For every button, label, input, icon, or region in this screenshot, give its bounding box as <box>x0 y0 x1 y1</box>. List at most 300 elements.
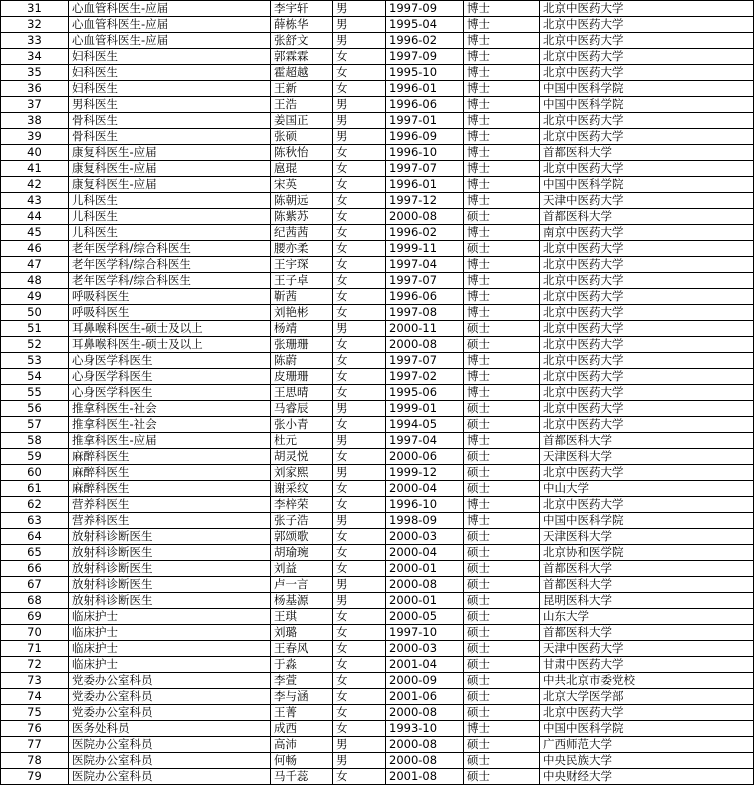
candidate-name-cell: 刘益 <box>271 561 333 577</box>
row-number-cell: 64 <box>1 529 69 545</box>
gender-cell: 女 <box>333 561 386 577</box>
birth-date-cell: 1997-07 <box>386 273 464 289</box>
gender-cell: 女 <box>333 673 386 689</box>
degree-cell: 博士 <box>464 177 540 193</box>
position-cell: 临床护士 <box>69 657 271 673</box>
gender-cell: 男 <box>333 593 386 609</box>
birth-date-cell: 1996-01 <box>386 177 464 193</box>
birth-date-cell: 2000-08 <box>386 209 464 225</box>
degree-cell: 硕士 <box>464 673 540 689</box>
gender-cell: 男 <box>333 129 386 145</box>
degree-cell: 硕士 <box>464 609 540 625</box>
degree-cell: 博士 <box>464 305 540 321</box>
table-row <box>1 449 754 465</box>
gender-cell: 女 <box>333 225 386 241</box>
row-number-cell: 62 <box>1 497 69 513</box>
position-cell: 推拿科医生-社会 <box>69 401 271 417</box>
candidate-name-cell: 靳茜 <box>271 289 333 305</box>
birth-date-cell: 1997-07 <box>386 353 464 369</box>
position-cell: 推拿科医生-应届 <box>69 433 271 449</box>
gender-cell: 女 <box>333 369 386 385</box>
candidate-name-cell: 纪茜茜 <box>271 225 333 241</box>
row-number-cell: 68 <box>1 593 69 609</box>
degree-cell: 硕士 <box>464 241 540 257</box>
table-row <box>1 257 754 273</box>
gender-cell: 男 <box>333 753 386 769</box>
degree-cell: 博士 <box>464 273 540 289</box>
row-number-cell: 35 <box>1 65 69 81</box>
degree-cell: 硕士 <box>464 769 540 785</box>
position-cell: 呼吸科医生 <box>69 289 271 305</box>
table-row <box>1 177 754 193</box>
birth-date-cell: 2001-06 <box>386 689 464 705</box>
row-number-cell: 66 <box>1 561 69 577</box>
degree-cell: 博士 <box>464 81 540 97</box>
position-cell: 党委办公室科员 <box>69 673 271 689</box>
row-number-cell: 57 <box>1 417 69 433</box>
candidate-name-cell: 马千蕊 <box>271 769 333 785</box>
school-cell: 首都医科大学 <box>540 433 754 449</box>
table-row <box>1 97 754 113</box>
gender-cell: 女 <box>333 49 386 65</box>
position-cell: 党委办公室科员 <box>69 705 271 721</box>
position-cell: 放射科诊断医生 <box>69 577 271 593</box>
school-cell: 北京中医药大学 <box>540 257 754 273</box>
table-row <box>1 289 754 305</box>
birth-date-cell: 1997-04 <box>386 257 464 273</box>
school-cell: 北京中医药大学 <box>540 241 754 257</box>
table-row <box>1 737 754 753</box>
position-cell: 老年医学科/综合科医生 <box>69 257 271 273</box>
degree-cell: 硕士 <box>464 417 540 433</box>
candidate-name-cell: 卢一言 <box>271 577 333 593</box>
degree-cell: 博士 <box>464 369 540 385</box>
degree-cell: 硕士 <box>464 657 540 673</box>
position-cell: 老年医学科/综合科医生 <box>69 241 271 257</box>
degree-cell: 硕士 <box>464 465 540 481</box>
table-row <box>1 209 754 225</box>
school-cell: 中央财经大学 <box>540 769 754 785</box>
degree-cell: 硕士 <box>464 529 540 545</box>
table-row <box>1 673 754 689</box>
candidate-name-cell: 陈蔚 <box>271 353 333 369</box>
candidate-name-cell: 胡灵悦 <box>271 449 333 465</box>
row-number-cell: 72 <box>1 657 69 673</box>
gender-cell: 女 <box>333 769 386 785</box>
degree-cell: 博士 <box>464 193 540 209</box>
degree-cell: 硕士 <box>464 545 540 561</box>
row-number-cell: 52 <box>1 337 69 353</box>
school-cell: 北京中医药大学 <box>540 1 754 17</box>
school-cell: 北京中医药大学 <box>540 401 754 417</box>
candidate-name-cell: 陈秋怡 <box>271 145 333 161</box>
school-cell: 北京中医药大学 <box>540 417 754 433</box>
candidate-name-cell: 陈紫苏 <box>271 209 333 225</box>
position-cell: 医务处科员 <box>69 721 271 737</box>
candidate-name-cell: 高沛 <box>271 737 333 753</box>
birth-date-cell: 2000-03 <box>386 641 464 657</box>
table-row <box>1 145 754 161</box>
position-cell: 呼吸科医生 <box>69 305 271 321</box>
candidate-name-cell: 于淼 <box>271 657 333 673</box>
birth-date-cell: 1995-06 <box>386 385 464 401</box>
degree-cell: 博士 <box>464 433 540 449</box>
degree-cell: 硕士 <box>464 401 540 417</box>
birth-date-cell: 1999-01 <box>386 401 464 417</box>
position-cell: 麻醉科医生 <box>69 481 271 497</box>
degree-cell: 硕士 <box>464 753 540 769</box>
candidate-name-cell: 王琪 <box>271 609 333 625</box>
candidate-name-cell: 郭霖霖 <box>271 49 333 65</box>
table-row <box>1 337 754 353</box>
school-cell: 中国中医科学院 <box>540 721 754 737</box>
position-cell: 临床护士 <box>69 641 271 657</box>
row-number-cell: 70 <box>1 625 69 641</box>
row-number-cell: 65 <box>1 545 69 561</box>
position-cell: 心血管科医生-应届 <box>69 17 271 33</box>
degree-cell: 硕士 <box>464 705 540 721</box>
table-row <box>1 353 754 369</box>
candidate-name-cell: 王思晴 <box>271 385 333 401</box>
school-cell: 北京中医药大学 <box>540 305 754 321</box>
school-cell: 山东大学 <box>540 609 754 625</box>
candidate-name-cell: 李与涵 <box>271 689 333 705</box>
candidate-name-cell: 杜元 <box>271 433 333 449</box>
table-row <box>1 33 754 49</box>
school-cell: 中国中医科学院 <box>540 177 754 193</box>
degree-cell: 博士 <box>464 1 540 17</box>
table-row <box>1 561 754 577</box>
gender-cell: 女 <box>333 177 386 193</box>
school-cell: 北京中医药大学 <box>540 17 754 33</box>
school-cell: 中共北京市委党校 <box>540 673 754 689</box>
school-cell: 中国中医科学院 <box>540 97 754 113</box>
row-number-cell: 78 <box>1 753 69 769</box>
school-cell: 中国中医科学院 <box>540 81 754 97</box>
table-row <box>1 273 754 289</box>
row-number-cell: 49 <box>1 289 69 305</box>
table-row <box>1 433 754 449</box>
table-row <box>1 705 754 721</box>
school-cell: 北京中医药大学 <box>540 33 754 49</box>
school-cell: 北京中医药大学 <box>540 273 754 289</box>
candidate-name-cell: 张珊珊 <box>271 337 333 353</box>
candidate-name-cell: 姜国正 <box>271 113 333 129</box>
row-number-cell: 67 <box>1 577 69 593</box>
gender-cell: 女 <box>333 625 386 641</box>
candidate-name-cell: 王浩 <box>271 97 333 113</box>
school-cell: 中央民族大学 <box>540 753 754 769</box>
position-cell: 医院办公室科员 <box>69 753 271 769</box>
degree-cell: 硕士 <box>464 449 540 465</box>
table-row <box>1 369 754 385</box>
table-row <box>1 497 754 513</box>
position-cell: 康复科医生-应届 <box>69 177 271 193</box>
table-row <box>1 65 754 81</box>
position-cell: 心身医学科医生 <box>69 369 271 385</box>
birth-date-cell: 2000-01 <box>386 593 464 609</box>
position-cell: 耳鼻喉科医生-硕士及以上 <box>69 321 271 337</box>
table-row <box>1 769 754 785</box>
position-cell: 营养科医生 <box>69 513 271 529</box>
birth-date-cell: 1999-11 <box>386 241 464 257</box>
school-cell: 北京中医药大学 <box>540 369 754 385</box>
gender-cell: 男 <box>333 513 386 529</box>
birth-date-cell: 1997-02 <box>386 369 464 385</box>
birth-date-cell: 1996-06 <box>386 289 464 305</box>
school-cell: 首都医科大学 <box>540 145 754 161</box>
gender-cell: 女 <box>333 145 386 161</box>
birth-date-cell: 1996-02 <box>386 33 464 49</box>
row-number-cell: 38 <box>1 113 69 129</box>
birth-date-cell: 1996-10 <box>386 145 464 161</box>
degree-cell: 硕士 <box>464 321 540 337</box>
gender-cell: 男 <box>333 433 386 449</box>
row-number-cell: 37 <box>1 97 69 113</box>
birth-date-cell: 2000-08 <box>386 753 464 769</box>
candidate-name-cell: 薛栋华 <box>271 17 333 33</box>
birth-date-cell: 1996-01 <box>386 81 464 97</box>
school-cell: 天津中医药大学 <box>540 641 754 657</box>
table-row <box>1 113 754 129</box>
table-row <box>1 641 754 657</box>
birth-date-cell: 2001-08 <box>386 769 464 785</box>
position-cell: 心身医学科医生 <box>69 353 271 369</box>
school-cell: 北京中医药大学 <box>540 129 754 145</box>
table-row <box>1 1 754 17</box>
row-number-cell: 59 <box>1 449 69 465</box>
school-cell: 中山大学 <box>540 481 754 497</box>
row-number-cell: 50 <box>1 305 69 321</box>
birth-date-cell: 1995-10 <box>386 65 464 81</box>
candidate-name-cell: 刘璐 <box>271 625 333 641</box>
table-row <box>1 513 754 529</box>
degree-cell: 博士 <box>464 257 540 273</box>
degree-cell: 硕士 <box>464 625 540 641</box>
gender-cell: 男 <box>333 33 386 49</box>
birth-date-cell: 2000-01 <box>386 561 464 577</box>
birth-date-cell: 1994-05 <box>386 417 464 433</box>
candidate-name-cell: 张小青 <box>271 417 333 433</box>
birth-date-cell: 1996-10 <box>386 497 464 513</box>
row-number-cell: 69 <box>1 609 69 625</box>
gender-cell: 女 <box>333 353 386 369</box>
row-number-cell: 75 <box>1 705 69 721</box>
row-number-cell: 54 <box>1 369 69 385</box>
gender-cell: 女 <box>333 161 386 177</box>
degree-cell: 博士 <box>464 225 540 241</box>
degree-cell: 博士 <box>464 17 540 33</box>
school-cell: 北京中医药大学 <box>540 65 754 81</box>
row-number-cell: 41 <box>1 161 69 177</box>
table-row <box>1 529 754 545</box>
degree-cell: 博士 <box>464 385 540 401</box>
table-row <box>1 385 754 401</box>
position-cell: 麻醉科医生 <box>69 449 271 465</box>
school-cell: 北京中医药大学 <box>540 321 754 337</box>
degree-cell: 博士 <box>464 49 540 65</box>
row-number-cell: 31 <box>1 1 69 17</box>
degree-cell: 硕士 <box>464 561 540 577</box>
degree-cell: 博士 <box>464 721 540 737</box>
candidate-name-cell: 李梓荣 <box>271 497 333 513</box>
row-number-cell: 33 <box>1 33 69 49</box>
position-cell: 心血管科医生-应届 <box>69 33 271 49</box>
table-row <box>1 161 754 177</box>
gender-cell: 女 <box>333 497 386 513</box>
position-cell: 老年医学科/综合科医生 <box>69 273 271 289</box>
table-row <box>1 657 754 673</box>
birth-date-cell: 1995-04 <box>386 17 464 33</box>
gender-cell: 女 <box>333 689 386 705</box>
candidate-name-cell: 宋英 <box>271 177 333 193</box>
candidate-name-cell: 杨基源 <box>271 593 333 609</box>
position-cell: 康复科医生-应届 <box>69 161 271 177</box>
table-row <box>1 241 754 257</box>
row-number-cell: 43 <box>1 193 69 209</box>
row-number-cell: 61 <box>1 481 69 497</box>
birth-date-cell: 2000-08 <box>386 705 464 721</box>
candidate-name-cell: 腰亦柔 <box>271 241 333 257</box>
birth-date-cell: 2000-03 <box>386 529 464 545</box>
position-cell: 临床护士 <box>69 609 271 625</box>
gender-cell: 女 <box>333 81 386 97</box>
school-cell: 北京协和医学院 <box>540 545 754 561</box>
position-cell: 放射科诊断医生 <box>69 545 271 561</box>
gender-cell: 女 <box>333 545 386 561</box>
gender-cell: 男 <box>333 17 386 33</box>
school-cell: 北京大学医学部 <box>540 689 754 705</box>
candidate-name-cell: 王菁 <box>271 705 333 721</box>
gender-cell: 女 <box>333 721 386 737</box>
table-row <box>1 481 754 497</box>
degree-cell: 博士 <box>464 289 540 305</box>
birth-date-cell: 2000-09 <box>386 673 464 689</box>
degree-cell: 硕士 <box>464 209 540 225</box>
school-cell: 北京中医药大学 <box>540 465 754 481</box>
candidate-name-cell: 张舒文 <box>271 33 333 49</box>
birth-date-cell: 1996-02 <box>386 225 464 241</box>
position-cell: 男科医生 <box>69 97 271 113</box>
birth-date-cell: 1999-12 <box>386 465 464 481</box>
table-row <box>1 81 754 97</box>
table-row <box>1 465 754 481</box>
school-cell: 甘肃中医药大学 <box>540 657 754 673</box>
degree-cell: 博士 <box>464 161 540 177</box>
degree-cell: 硕士 <box>464 593 540 609</box>
school-cell: 北京中医药大学 <box>540 705 754 721</box>
position-cell: 康复科医生-应届 <box>69 145 271 161</box>
gender-cell: 女 <box>333 65 386 81</box>
table-row <box>1 609 754 625</box>
candidate-name-cell: 张子浩 <box>271 513 333 529</box>
birth-date-cell: 2001-04 <box>386 657 464 673</box>
row-number-cell: 51 <box>1 321 69 337</box>
birth-date-cell: 2000-05 <box>386 609 464 625</box>
birth-date-cell: 1997-01 <box>386 113 464 129</box>
row-number-cell: 74 <box>1 689 69 705</box>
degree-cell: 硕士 <box>464 337 540 353</box>
position-cell: 儿科医生 <box>69 193 271 209</box>
candidate-name-cell: 刘家熙 <box>271 465 333 481</box>
gender-cell: 女 <box>333 657 386 673</box>
degree-cell: 硕士 <box>464 689 540 705</box>
table-row <box>1 401 754 417</box>
birth-date-cell: 2000-08 <box>386 337 464 353</box>
school-cell: 首都医科大学 <box>540 625 754 641</box>
degree-cell: 博士 <box>464 513 540 529</box>
row-number-cell: 32 <box>1 17 69 33</box>
candidate-name-cell: 王新 <box>271 81 333 97</box>
row-number-cell: 77 <box>1 737 69 753</box>
candidate-name-cell: 霍超越 <box>271 65 333 81</box>
school-cell: 广西师范大学 <box>540 737 754 753</box>
gender-cell: 女 <box>333 385 386 401</box>
candidate-name-cell: 王子卓 <box>271 273 333 289</box>
degree-cell: 硕士 <box>464 641 540 657</box>
candidate-name-cell: 谢采纹 <box>271 481 333 497</box>
gender-cell: 女 <box>333 273 386 289</box>
birth-date-cell: 1996-09 <box>386 129 464 145</box>
row-number-cell: 46 <box>1 241 69 257</box>
school-cell: 北京中医药大学 <box>540 337 754 353</box>
position-cell: 医院办公室科员 <box>69 769 271 785</box>
table-row <box>1 129 754 145</box>
birth-date-cell: 2000-04 <box>386 481 464 497</box>
gender-cell: 女 <box>333 209 386 225</box>
position-cell: 妇科医生 <box>69 65 271 81</box>
candidate-name-cell: 李宇轩 <box>271 1 333 17</box>
gender-cell: 女 <box>333 449 386 465</box>
row-number-cell: 55 <box>1 385 69 401</box>
degree-cell: 硕士 <box>464 577 540 593</box>
gender-cell: 女 <box>333 609 386 625</box>
row-number-cell: 44 <box>1 209 69 225</box>
school-cell: 首都医科大学 <box>540 209 754 225</box>
table-row <box>1 193 754 209</box>
school-cell: 北京中医药大学 <box>540 49 754 65</box>
candidate-name-cell: 李萱 <box>271 673 333 689</box>
position-cell: 儿科医生 <box>69 209 271 225</box>
birth-date-cell: 1997-10 <box>386 625 464 641</box>
table-row <box>1 305 754 321</box>
row-number-cell: 48 <box>1 273 69 289</box>
degree-cell: 博士 <box>464 129 540 145</box>
position-cell: 放射科诊断医生 <box>69 561 271 577</box>
row-number-cell: 40 <box>1 145 69 161</box>
row-number-cell: 36 <box>1 81 69 97</box>
school-cell: 天津医科大学 <box>540 529 754 545</box>
candidate-name-cell: 皮珊珊 <box>271 369 333 385</box>
position-cell: 骨科医生 <box>69 113 271 129</box>
gender-cell: 女 <box>333 305 386 321</box>
gender-cell: 女 <box>333 705 386 721</box>
table-row <box>1 417 754 433</box>
gender-cell: 女 <box>333 641 386 657</box>
gender-cell: 男 <box>333 737 386 753</box>
table-row <box>1 753 754 769</box>
school-cell: 天津中医药大学 <box>540 193 754 209</box>
school-cell: 首都医科大学 <box>540 561 754 577</box>
row-number-cell: 76 <box>1 721 69 737</box>
position-cell: 党委办公室科员 <box>69 689 271 705</box>
school-cell: 北京中医药大学 <box>540 385 754 401</box>
degree-cell: 博士 <box>464 113 540 129</box>
row-number-cell: 71 <box>1 641 69 657</box>
position-cell: 心血管科医生-应届 <box>69 1 271 17</box>
candidate-name-cell: 张硕 <box>271 129 333 145</box>
position-cell: 放射科诊断医生 <box>69 529 271 545</box>
